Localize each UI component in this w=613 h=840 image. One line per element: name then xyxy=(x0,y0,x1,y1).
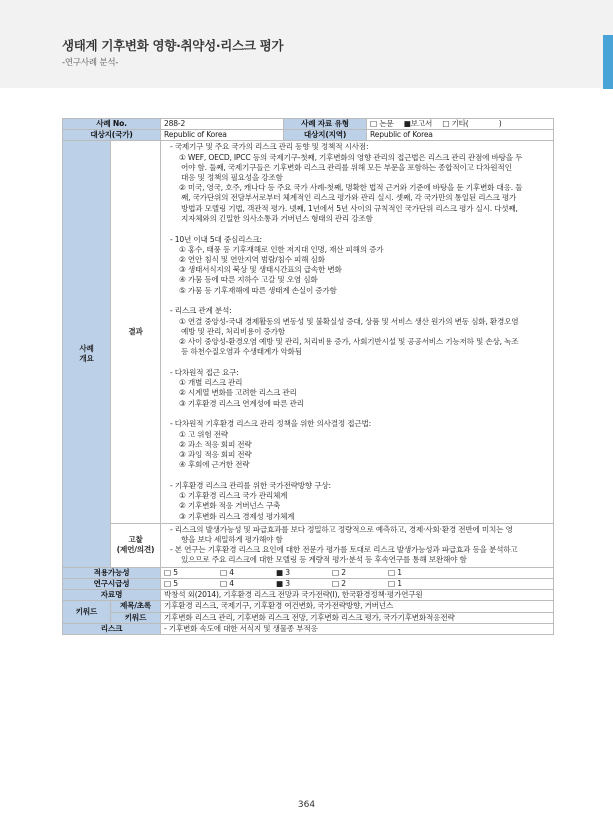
page-number: 364 xyxy=(297,800,316,810)
result-line: ① 기후환경 리스크 국가 관리체계 xyxy=(179,491,288,501)
type-option-paper: □ 논문 xyxy=(370,119,394,128)
source-value: 박창석 외(2014), 기후환경 리스크 전망과 국가전략(Ⅰ), 한국환경정책·평가연구원 xyxy=(161,590,554,601)
result-line: ⑤ 가뭄 등 기후재해에 따른 생태계 손실이 증가함 xyxy=(179,285,337,295)
region-label: 대상지(지역) xyxy=(284,130,367,141)
section-label-line1: 사례 xyxy=(79,343,94,353)
urgency-label: 연구시급성 xyxy=(63,578,161,589)
result-line: ④ 가뭄 등에 따른 지하수 고갈 및 오염 심화 xyxy=(179,275,318,285)
result-line xyxy=(164,409,550,420)
discussion-label xyxy=(111,523,161,567)
chapter-tab xyxy=(603,35,613,89)
result-line xyxy=(164,470,550,481)
keyword-title-value: 기후환경 리스크, 국제기구, 기후환경 여건변화, 국가전략방향, 거버넌스 xyxy=(161,601,554,612)
urgency-option: □ 2 xyxy=(332,578,346,588)
country-value: Republic of Korea xyxy=(161,130,284,141)
case-no-label: 사례 No. xyxy=(63,119,161,130)
result-line: ② 미국, 영국, 호주, 캐나다 등 주요 국가 사례-첫째, 명확한 법적 근거와 기준에 바탕을 둔 기후변화 대응. 둘 xyxy=(179,183,523,193)
page-subtitle: -연구사례 분석- xyxy=(62,58,119,68)
result-line: ② 시계열 변화를 고려한 리스크 관리 xyxy=(179,388,297,398)
section-label-line2: 개요 xyxy=(79,354,94,364)
result-content xyxy=(161,141,554,523)
applicability-scale xyxy=(161,567,554,578)
result-line: ① 개별 리스크 관리 xyxy=(179,378,243,388)
result-line: ② 기후변화 적응 거버넌스 구축 xyxy=(179,501,281,511)
urgency-option: □ 1 xyxy=(388,578,402,588)
discussion-line: 있으므로 주요 리스크에 대한 모델링 등 계량적 평가·분석 등 후속연구를 통해 보완해야 함 xyxy=(181,555,467,565)
risk-value: - 기후변화 속도에 대한 서식지 및 생물종 부적응 xyxy=(161,623,554,634)
result-line: ④ 후회에 근거한 전략 xyxy=(179,460,250,470)
result-line: ① 홍수, 태풍 등 기후재해로 인한 저지대 인명, 재산 피해의 증가 xyxy=(179,244,384,254)
keyword-label: 키워드 xyxy=(63,601,111,623)
discussion-line: - 본 연구는 기후환경 리스크 요인에 대한 전문가 평가를 토대로 리스크 발생가능성과 파급효과 등을 분석하고 xyxy=(170,545,518,555)
result-line: - 다차원적 기후환경 리스크 관리 정책을 위한 의사결정 접근법: xyxy=(170,419,372,429)
urgency-option: ■ 3 xyxy=(276,578,290,588)
urgency-scale xyxy=(161,578,554,589)
applicability-option: □ 5 xyxy=(164,567,178,577)
discussion-content xyxy=(161,523,554,567)
result-line: ③ 기후변화 리스크 경제성 평가체계 xyxy=(179,511,295,521)
result-line: ② 연안 침식 및 연안지역 범람/침수 피해 심화 xyxy=(179,255,325,265)
applicability-option: □ 1 xyxy=(388,567,402,577)
discussion-label-line1: 고찰 xyxy=(128,535,143,545)
result-line: ③ 기후환경 리스크 연계성에 따른 관리 xyxy=(179,398,304,408)
result-line: ② 과소 적응 회피 전략 xyxy=(179,439,252,449)
result-line: 예방 및 관리, 처리비용이 증가함 xyxy=(181,326,285,336)
result-line: ① 고 위험 전략 xyxy=(179,429,228,439)
result-line xyxy=(164,357,550,368)
result-line: ② 사이 중앙성-환경오염 예방 및 관리, 처리비용 증가, 사회기반시설 및 공공서비스 기능저하 및 손상, 녹조 xyxy=(179,337,519,347)
type-option-report: ■보고서 xyxy=(403,119,433,128)
page-header xyxy=(0,0,613,88)
urgency-option: □ 5 xyxy=(164,578,178,588)
source-label: 자료명 xyxy=(63,590,161,601)
type-option-other-close: ) xyxy=(498,119,502,128)
result-line: - 기후환경 리스크 관리를 위한 국가전략방향 구상: xyxy=(170,481,331,491)
result-line: ① 연결 중앙성-국내 경제활동의 변동성 및 불확실성 증대, 상품 및 서비스 생산 원가의 변동 심화, 환경오염 xyxy=(179,316,519,326)
discussion-line: - 리스크의 발생가능성 및 파급효과를 보다 정밀하고 정량적으로 예측하고, 경제·사회·환경 전반에 미치는 영 xyxy=(170,524,513,534)
urgency-option: □ 4 xyxy=(220,578,234,588)
applicability-option: □ 2 xyxy=(332,567,346,577)
case-no-value: 288-2 xyxy=(161,119,284,130)
discussion-label-line2: (제언/의견) xyxy=(116,545,155,555)
result-line: - 국제기구 및 주요 국가의 리스크 관리 동향 및 정책적 시사점: xyxy=(170,142,369,152)
result-line xyxy=(164,296,550,307)
result-line: - 다차원적 접근 요구: xyxy=(170,368,239,378)
keyword-kw-value: 기후변화 리스크 관리, 기후변화 리스크 전망, 기후변화 리스크 평가, 국가기후변화적응전략 xyxy=(161,612,554,623)
result-line: 방법과 모델링 기법, 객관적 평가. 넷째, 1년에서 5년 사이의 규칙적인 국가단위 리스크 평가 실시. 다섯째, xyxy=(181,203,518,213)
region-value: Republic of Korea xyxy=(367,130,554,141)
result-line: 등 하천수질오염과 수생태계가 악화됨 xyxy=(181,347,302,357)
result-line: ① WEF, OECD, IPCC 등의 국제기구-첫째, 기후변화의 영향 관리의 접근법은 리스크 관리 관점에 바탕을 두 xyxy=(179,152,523,162)
result-line: 어야 함. 둘째, 국제기구들은 기후변화 리스크 관리를 위해 모든 부문을 포함하는 종합적이고 다차원적인 xyxy=(181,162,512,172)
country-label: 대상지(국가) xyxy=(63,130,161,141)
result-line: 대응 및 정책의 필요성을 강조함 xyxy=(181,173,283,183)
applicability-label: 적용가능성 xyxy=(63,567,161,578)
type-option-other: □ 기타( xyxy=(442,119,469,128)
result-line: ③ 생태서식지의 북상 및 생태시간표의 급속한 변화 xyxy=(179,265,342,275)
keyword-kw-label: 키워드 xyxy=(111,612,161,623)
result-line: ③ 과잉 적응 회피 전략 xyxy=(179,450,252,460)
case-type-label: 사례 자료 유형 xyxy=(284,119,367,130)
discussion-line: 향을 보다 세밀하게 평가해야 함 xyxy=(181,535,283,545)
result-line: 지자체와의 긴밀한 의사소통과 거버넌스 형태의 관리 강조함 xyxy=(181,213,373,223)
risk-label: 리스크 xyxy=(63,623,161,634)
result-line: - 10년 이내 5대 중심리스크: xyxy=(170,234,262,244)
keyword-title-label: 제목/초록 xyxy=(111,601,161,612)
result-line: 째, 국가단위의 전담부서로부터 체계적인 리스크 평가와 관리 실시. 셋째, 각 국가만의 통일된 리스크 평가 xyxy=(181,193,517,203)
result-line: - 리스크 관계 분석: xyxy=(170,306,232,316)
page-title: 생태계 기후변화 영향·취약성·리스크 평가 xyxy=(62,38,284,53)
section-overview-label xyxy=(63,141,111,567)
case-type-options xyxy=(367,119,554,130)
result-label: 결과 xyxy=(111,141,161,523)
applicability-option: □ 4 xyxy=(220,567,234,577)
applicability-option: ■ 3 xyxy=(276,567,290,577)
case-table xyxy=(62,118,554,635)
result-line xyxy=(164,224,550,235)
